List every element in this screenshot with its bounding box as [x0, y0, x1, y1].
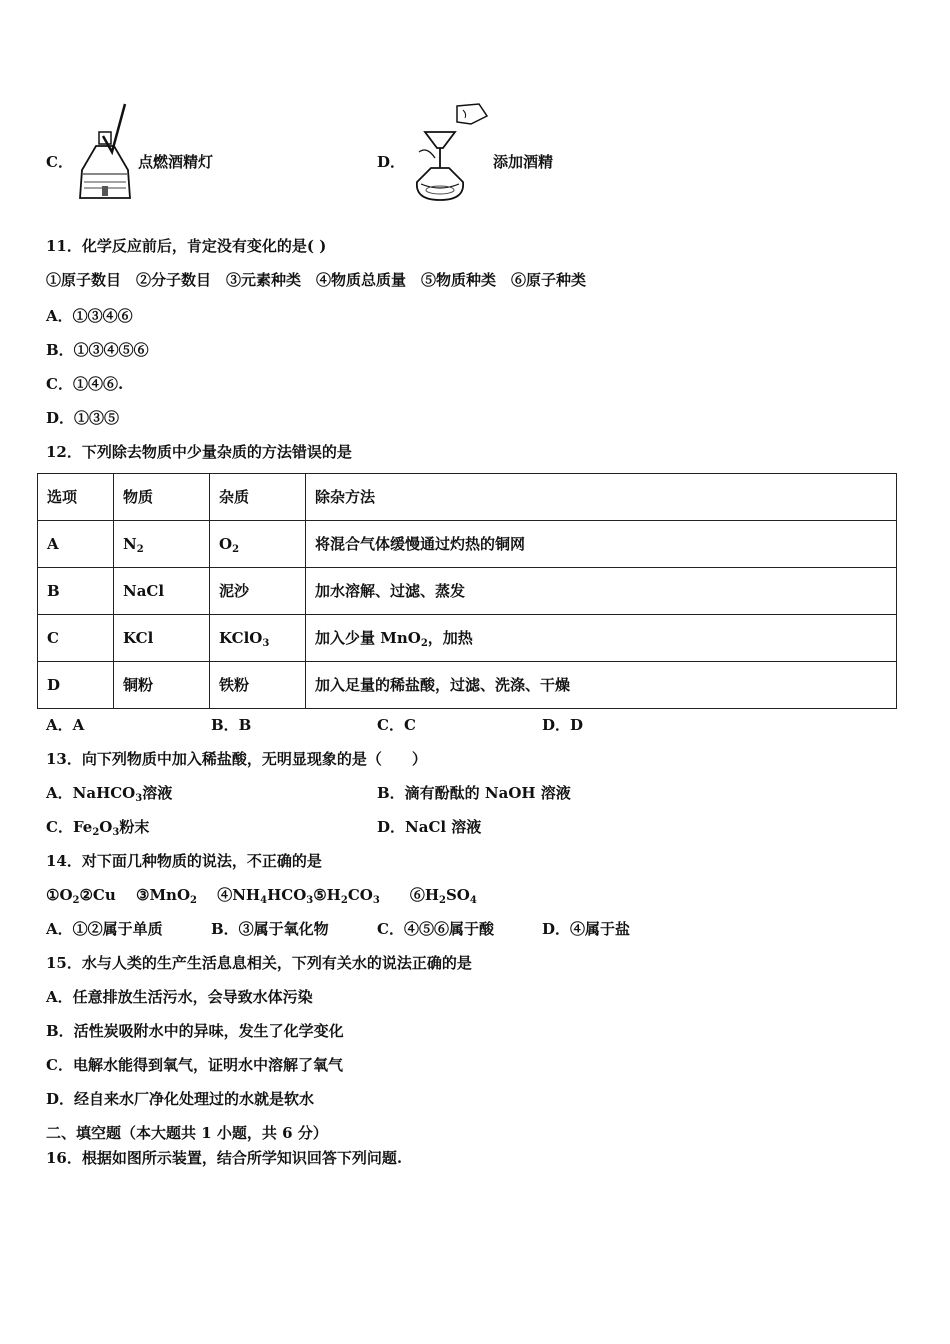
q10-option-c-label: 点燃酒精灯: [138, 153, 214, 171]
q11-option-d: D．①③⑤: [46, 409, 120, 427]
row-substance: KCl: [114, 615, 210, 662]
header-method: 除杂方法: [306, 474, 897, 521]
row-method: 加入少量 MnO$_2$，加热: [306, 615, 897, 662]
q10-option-d-label: 添加酒精: [493, 153, 554, 171]
row-option: D: [38, 662, 114, 709]
section-title: 二、填空题（本大题共 1 小题，共 6 分）: [46, 1124, 328, 1142]
header-impurity: 杂质: [210, 474, 306, 521]
row-substance: 铜粉: [114, 662, 210, 709]
q11-option-b: B．①③④⑤⑥: [46, 341, 149, 359]
row-impurity: 泥沙: [210, 568, 306, 615]
q13-stem: 13．向下列物质中加入稀盐酸，无明显现象的是（ ）: [46, 750, 427, 768]
table-row: [38, 615, 897, 662]
q15-option-a: A．任意排放生活污水，会导致水体污染: [46, 988, 313, 1006]
q15-option-b: B．活性炭吸附水中的异味，发生了化学变化: [46, 1022, 344, 1040]
q14-stem: 14．对下面几种物质的说法，不正确的是: [46, 852, 322, 870]
row-substance: NaCl: [114, 568, 210, 615]
table-row: [38, 521, 897, 568]
row-impurity: 铁粉: [210, 662, 306, 709]
q16-stem: 16．根据如图所示装置，结合所学知识回答下列问题.: [46, 1149, 403, 1167]
row-substance: $N_2$: [114, 521, 210, 568]
q13-option-a: A．NaHCO$_3$溶液: [46, 784, 173, 804]
row-impurity: $O_2$: [210, 521, 306, 568]
row-option: A: [38, 521, 114, 568]
q15-option-d: D．经自来水厂净化处理过的水就是软水: [46, 1090, 315, 1108]
row-impurity: KClO$_3$: [210, 615, 306, 662]
q10-option-c-letter: C．: [46, 153, 73, 171]
q14-items: $①O_2②Cu$ ③MnO$_2$ $④NH_4HCO_3⑤H_2CO_3$ $⑥H_2SO_4$: [46, 886, 477, 906]
q12-answer-b: B．B: [211, 716, 252, 734]
q13-option-c: C．$Fe_2O_3$粉末: [46, 818, 150, 838]
q12-answer-c: C．C: [377, 716, 416, 734]
table-row: [38, 662, 897, 709]
header-option: 选项: [38, 474, 114, 521]
q15-stem: 15．水与人类的生产生活息息相关，下列有关水的说法正确的是: [46, 954, 472, 972]
q12-stem: 12．下列除去物质中少量杂质的方法错误的是: [46, 443, 352, 461]
q11-stem: 11．化学反应前后，肯定没有变化的是( ): [46, 237, 327, 255]
q10-option-d-letter: D．: [377, 153, 406, 171]
lighting-alcohol-lamp-with-check-icon: [74, 102, 136, 202]
row-method: 将混合气体缓慢通过灼热的铜网: [306, 521, 897, 568]
q13-option-b: B．滴有酚酞的 NaOH 溶液: [377, 784, 571, 802]
q11-items: ①原子数目 ②分子数目 ③元素种类 ④物质总质量 ⑤物质种类 ⑥原子种类: [46, 271, 587, 289]
q11-option-a: A．①③④⑥: [46, 307, 133, 325]
header-substance: 物质: [114, 474, 210, 521]
row-option: B: [38, 568, 114, 615]
q14-option-c: C．④⑤⑥属于酸: [377, 920, 494, 938]
q13-option-d: D．NaCl 溶液: [377, 818, 482, 836]
q12-answer-a: A．A: [46, 716, 85, 734]
q14-option-b: B．③属于氧化物: [211, 920, 329, 938]
q14-option-a: A．①②属于单质: [46, 920, 163, 938]
adding-alcohol-with-funnel-icon: [405, 102, 489, 204]
row-option: C: [38, 615, 114, 662]
q15-option-c: C．电解水能得到氧气，证明水中溶解了氧气: [46, 1056, 343, 1074]
row-method: 加水溶解、过滤、蒸发: [306, 568, 897, 615]
table-row: [38, 568, 897, 615]
q12-options-table: [37, 473, 897, 709]
table-header-row: [38, 474, 897, 521]
q11-option-c: C．①④⑥.: [46, 375, 124, 393]
row-method: 加入足量的稀盐酸，过滤、洗涤、干燥: [306, 662, 897, 709]
q12-answer-d: D．D: [542, 716, 584, 734]
q14-option-d: D．④属于盐: [542, 920, 631, 938]
